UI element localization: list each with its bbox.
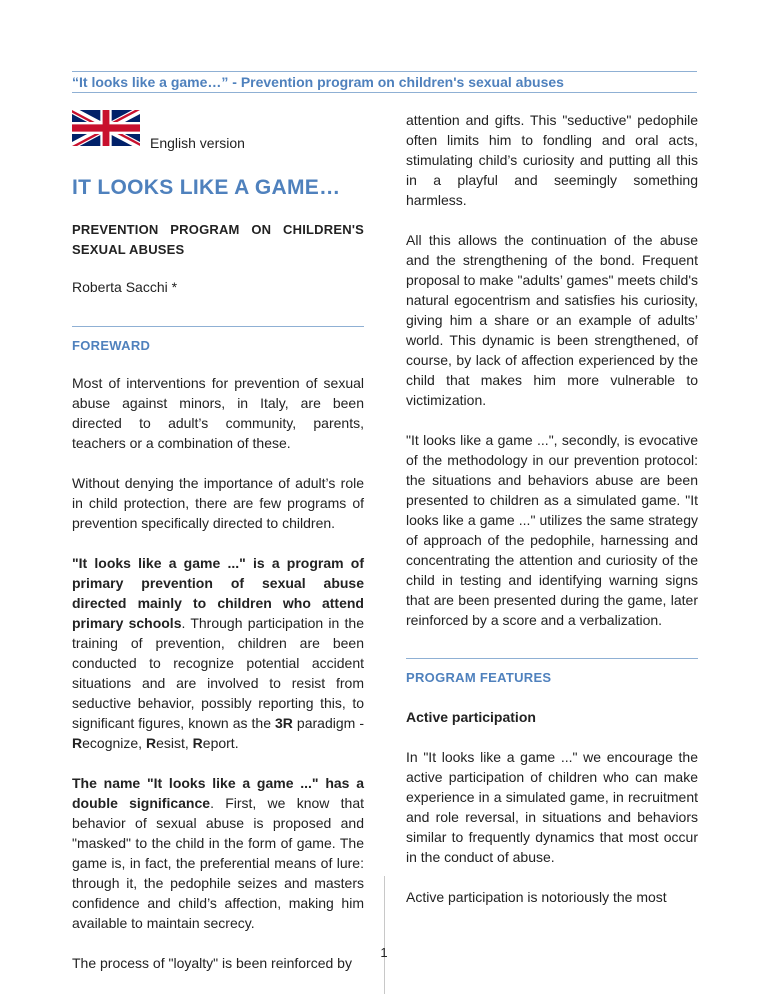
paragraph-loyalty: The process of "loyalty" is been reinforced by [72, 955, 352, 971]
document-subtitle: PREVENTION PROGRAM ON CHILDREN'S SEXUAL ABUSES [72, 222, 364, 257]
paragraph-program-intro [72, 553, 364, 753]
r-letter-report: R [192, 735, 203, 751]
paragraph-methodology: "It looks like a game ...", secondly, is evocative of the methodology in our prevention protocol: the situations and behaviors abuse are been presented to children as a simulated game. "It looks like a game ..." utilizes the same strategy of approach of the pedophile, harnessing and concentrating the attention and curiosity of the child in testing and identifying warning signs that are been presented during the game, later reinforced by a score and a verbalization. [406, 432, 698, 628]
paragraph-double-significance [72, 773, 364, 933]
right-column [406, 110, 698, 907]
language-row [72, 110, 364, 150]
r-letter-recognize: R [72, 735, 83, 751]
section-rule-foreward [72, 326, 364, 327]
paragraph-foreward-2: Without denying the importance of adult’s role in child protection, there are few programs of prevention specifically directed to children. [72, 475, 364, 531]
double-significance-bold: The name "It looks like a game ..." has a double significance [72, 775, 364, 811]
r-letter-resist: R [145, 735, 157, 751]
paragraph-seductive: attention and gifts. This "seductive" pedophile often limits him to fondling and oral acts, stimulating child’s curiosity and putting all this in a playful and seemingly something harmless. [406, 112, 698, 208]
r-word-report: eport. [202, 735, 239, 751]
paradigm-3r: 3R [275, 715, 293, 731]
r-word-recognize: ecognize, [82, 735, 146, 751]
language-label: English version [150, 135, 245, 151]
double-significance-text: . First, we know that behavior of sexual abuse is proposed and "masked" to the child in the form of game. The game is, in fact, the preferential means of lure: through it, the pedophile seizes and masters confidence and child’s affection, making him available to maintain secrecy. [72, 795, 364, 931]
uk-flag-icon [72, 110, 140, 146]
column-divider [384, 876, 385, 994]
section-heading-features: PROGRAM FEATURES [406, 670, 552, 685]
sub-heading-active-participation: Active participation [406, 709, 536, 725]
paragraph-foreward-1: Most of interventions for prevention of sexual abuse against minors, in Italy, are been directed to adult’s community, parents, teachers or a combination of these. [72, 375, 364, 451]
document-title: IT LOOKS LIKE A GAME… [72, 176, 341, 199]
left-column [72, 110, 364, 973]
section-rule-features [406, 658, 698, 659]
running-header: “It looks like a game…” - Prevention program on children's sexual abuses [72, 74, 564, 90]
program-intro-bold: "It looks like a game ..." is a program of primary prevention of sexual abuse directed mainly to children who attend primary schools [72, 555, 364, 631]
header-rule-bottom [72, 92, 697, 93]
author-name: Roberta Sacchi * [72, 279, 178, 295]
program-intro-text: . Through participation in the training of prevention, children are been conducted to recognize potential accident situations and are involved to resist from seductive behavior, possibly reporting this, to significant figures, known as the [72, 615, 364, 731]
paragraph-continuation: All this allows the continuation of the abuse and the strengthening of the bond. Frequent proposal to make "adults’ games" meets child's natural egocentrism and satisfies his curiosity, giving him a share or an example of adults’ world. This dynamic is been strengthened, of course, by lack of affection experienced by the child that makes him more vulnerable to victimization. [406, 232, 698, 408]
section-heading-foreward: FOREWARD [72, 338, 151, 353]
paradigm-text: paradigm - [292, 715, 364, 731]
paragraph-active-participation: In "It looks like a game ..." we encourage the active participation of children who can make experience in a simulated game, in recruitment and role reversal, in situations and behaviors similar to frequently dynamics that most occur in the conduct of abuse. [406, 749, 698, 865]
r-word-resist: esist, [156, 735, 193, 751]
paragraph-active-notoriously: Active participation is notoriously the most [406, 889, 667, 905]
page-number: 1 [380, 945, 388, 960]
